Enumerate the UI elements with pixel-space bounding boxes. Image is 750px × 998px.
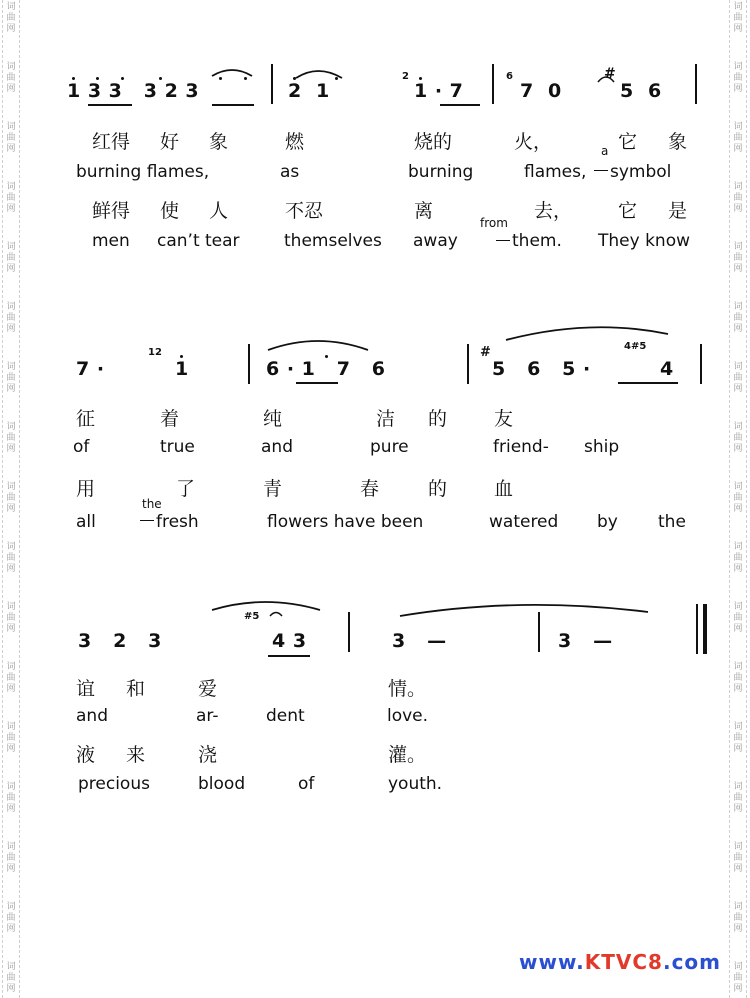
watermark-group: 词 曲 网 <box>6 962 16 994</box>
watermark-group: 词 曲 网 <box>6 2 16 34</box>
high-octave-dot <box>121 77 124 80</box>
notation-measure-2: 3 — <box>392 630 447 652</box>
lyric-en: fresh <box>156 512 199 532</box>
watermark-group: 词 曲 网 <box>733 902 743 934</box>
notation-measure-1: 7 · <box>76 358 105 380</box>
watermark-group: 词 曲 网 <box>6 542 16 574</box>
watermark-group: 词 曲 网 <box>6 182 16 214</box>
lyric-en: burning <box>408 162 474 182</box>
lyric-en: all <box>76 512 96 532</box>
lyric-cn: 它 <box>618 131 638 153</box>
lyric-en: can’t tear <box>157 231 240 251</box>
watermark-group: 词 曲 网 <box>6 362 16 394</box>
beat-underline <box>618 382 678 384</box>
lyric-cn: 青 <box>263 478 283 500</box>
lyric-en: love. <box>387 706 429 726</box>
lyric-connector <box>594 170 608 171</box>
lyric-en: symbol <box>610 162 672 182</box>
watermark-group: 词 曲 网 <box>6 302 16 334</box>
barline <box>538 612 540 652</box>
lyric-en: as <box>280 162 300 182</box>
watermark-group: 词 曲 网 <box>733 482 743 514</box>
lyric-en: men <box>92 231 130 251</box>
lyric-cn: 洁 <box>376 408 396 430</box>
barline <box>348 612 350 652</box>
lyric-cn: 谊 <box>76 678 96 700</box>
beat-underline <box>268 655 310 657</box>
notation-measure-2: 2 1 <box>288 80 330 102</box>
lyric-cn: 不忍 <box>285 200 324 222</box>
lyric-cn: 浇 <box>198 744 218 766</box>
sharp-sign: # <box>604 66 617 82</box>
lyric-en: by <box>597 512 618 532</box>
lyric-en: ship <box>584 437 620 457</box>
sharp-sign: # <box>480 345 492 360</box>
watermark-group: 词 曲 网 <box>733 62 743 94</box>
lyric-cn: 征 <box>76 408 96 430</box>
high-octave-dot <box>293 77 296 80</box>
lyric-cn: 人 <box>209 200 229 222</box>
lyric-cn: 情。 <box>388 678 427 700</box>
lyric-cn: 燃 <box>285 131 305 153</box>
site-logo-suffix: .com <box>662 950 722 974</box>
high-octave-dot <box>219 77 222 80</box>
lyric-cn: 了 <box>176 478 196 500</box>
lyric-en: themselves <box>284 231 382 251</box>
lyric-en: them. <box>512 231 562 251</box>
watermark-group: 词 曲 网 <box>733 722 743 754</box>
watermark-group: 词 曲 网 <box>733 2 743 34</box>
notation-measure-1: 1 3 3 3 2 3 <box>67 80 200 102</box>
lyric-cn: 象 <box>668 131 688 153</box>
lyric-cn: 火， <box>514 131 553 153</box>
lyric-en: flowers have been <box>267 512 424 532</box>
notation-measure-3: 1 · 7 <box>414 80 464 102</box>
high-octave-dot <box>325 355 328 358</box>
lyric-connector <box>140 520 154 521</box>
lyric-en: burning flames, <box>76 162 210 182</box>
notation-measure-3: 5 6 5 · <box>492 358 591 380</box>
grace-note: 6 <box>506 71 513 82</box>
watermark-group: 词 曲 网 <box>6 242 16 274</box>
lyric-cn: 用 <box>76 478 96 500</box>
beat-underline <box>296 382 338 384</box>
lyric-en-small: from <box>480 216 508 230</box>
watermark-group: 词 曲 网 <box>733 962 743 994</box>
lyric-cn: 红得 <box>92 131 131 153</box>
lyric-cn: 去， <box>534 200 573 222</box>
lyric-en-small: a <box>601 144 609 158</box>
high-octave-dot <box>96 77 99 80</box>
lyric-cn: 是 <box>668 200 688 222</box>
lyric-cn: 鲜得 <box>92 200 131 222</box>
watermark-group: 词 曲 网 <box>733 662 743 694</box>
notation-measure-3: 3 — <box>558 630 613 652</box>
lyric-cn: 和 <box>126 678 146 700</box>
beat-underline <box>440 104 480 106</box>
high-octave-dot <box>72 77 75 80</box>
watermark-group: 词 曲 网 <box>6 842 16 874</box>
high-octave-dot <box>335 77 338 80</box>
high-octave-dot <box>180 355 183 358</box>
watermark-group: 词 曲 网 <box>6 722 16 754</box>
watermark-group: 词 曲 网 <box>733 842 743 874</box>
notation-measure-4a: 7 0 <box>520 80 562 102</box>
site-logo <box>519 950 721 974</box>
watermark-group: 词 曲 网 <box>733 122 743 154</box>
notation-note: 4 3 <box>272 630 307 652</box>
lyric-cn: 使 <box>160 200 180 222</box>
barline <box>492 64 494 104</box>
watermark-group: 词 曲 网 <box>6 422 16 454</box>
watermark-group: 词 曲 网 <box>733 362 743 394</box>
notation-note: 1 <box>175 358 189 380</box>
watermark-group: 词 曲 网 <box>6 602 16 634</box>
lyric-en: precious <box>78 774 150 794</box>
lyric-en: the <box>658 512 686 532</box>
lyric-en: and <box>76 706 108 726</box>
watermark-group: 词 曲 网 <box>733 602 743 634</box>
watermark-group: 词 曲 网 <box>733 422 743 454</box>
high-octave-dot <box>419 77 422 80</box>
high-octave-dot <box>159 77 162 80</box>
notation-measure-2: 6 · 1 7 6 <box>266 358 386 380</box>
notation-note: 4 <box>660 358 674 380</box>
site-logo-prefix: www. <box>519 950 585 974</box>
notation-measure-1: 3 2 3 <box>78 630 162 652</box>
lyric-cn: 爱 <box>198 678 218 700</box>
notation-measure-4b: 5 6 <box>620 80 662 102</box>
lyric-cn: 象 <box>209 131 229 153</box>
grace-note: 4#5 <box>624 341 647 352</box>
lyric-cn: 纯 <box>263 408 283 430</box>
grace-note: 12 <box>148 347 162 358</box>
lyric-en: friend- <box>493 437 549 457</box>
lyric-cn: 好 <box>160 131 180 153</box>
final-barline-thick <box>703 604 707 654</box>
lyric-cn: 血 <box>494 478 514 500</box>
lyric-en: pure <box>370 437 409 457</box>
beat-underline <box>212 104 254 106</box>
lyric-en: away <box>413 231 458 251</box>
watermark-group: 词 曲 网 <box>6 782 16 814</box>
watermark-group: 词 曲 网 <box>6 122 16 154</box>
watermark-group: 词 曲 网 <box>733 182 743 214</box>
final-barline-thin <box>696 604 698 654</box>
watermark-group: 词 曲 网 <box>733 782 743 814</box>
lyric-cn: 春 <box>360 478 380 500</box>
lyric-en: blood <box>198 774 246 794</box>
lyric-cn: 灌。 <box>388 744 427 766</box>
barline <box>700 344 702 384</box>
grace-note: 2 <box>402 71 409 82</box>
lyric-cn: 的 <box>428 478 448 500</box>
lyric-en: ar- <box>196 706 219 726</box>
lyric-en: flames, <box>524 162 587 182</box>
lyric-cn: 着 <box>160 408 180 430</box>
lyric-en: of <box>73 437 90 457</box>
watermark-group: 词 曲 网 <box>733 542 743 574</box>
lyric-cn: 友 <box>494 408 514 430</box>
watermark-group: 词 曲 网 <box>6 902 16 934</box>
lyric-en: true <box>160 437 195 457</box>
lyric-cn: 烧的 <box>414 131 453 153</box>
lyric-en: dent <box>266 706 305 726</box>
watermark-group: 词 曲 网 <box>6 662 16 694</box>
lyric-en: youth. <box>388 774 443 794</box>
beat-underline <box>88 104 132 106</box>
watermark-group: 词 曲 网 <box>6 482 16 514</box>
high-octave-dot <box>244 77 247 80</box>
lyric-en-small: the <box>142 497 162 511</box>
lyric-cn: 它 <box>618 200 638 222</box>
lyric-en: and <box>261 437 293 457</box>
lyric-connector <box>496 240 510 241</box>
watermark-group: 词 曲 网 <box>733 302 743 334</box>
barline <box>248 344 250 384</box>
lyric-cn: 离 <box>414 200 434 222</box>
lyric-cn: 的 <box>428 408 448 430</box>
barline <box>467 344 469 384</box>
site-logo-brand: KTVC8 <box>584 950 663 974</box>
lyric-en: of <box>298 774 315 794</box>
barline <box>271 64 273 104</box>
watermark-group: 词 曲 网 <box>733 242 743 274</box>
lyric-cn: 来 <box>126 744 146 766</box>
watermark-group: 词 曲 网 <box>6 62 16 94</box>
grace-note: #5 <box>244 611 260 622</box>
lyric-en: watered <box>489 512 559 532</box>
lyric-cn: 液 <box>76 744 96 766</box>
barline <box>695 64 697 104</box>
lyric-en: They know <box>598 231 691 251</box>
